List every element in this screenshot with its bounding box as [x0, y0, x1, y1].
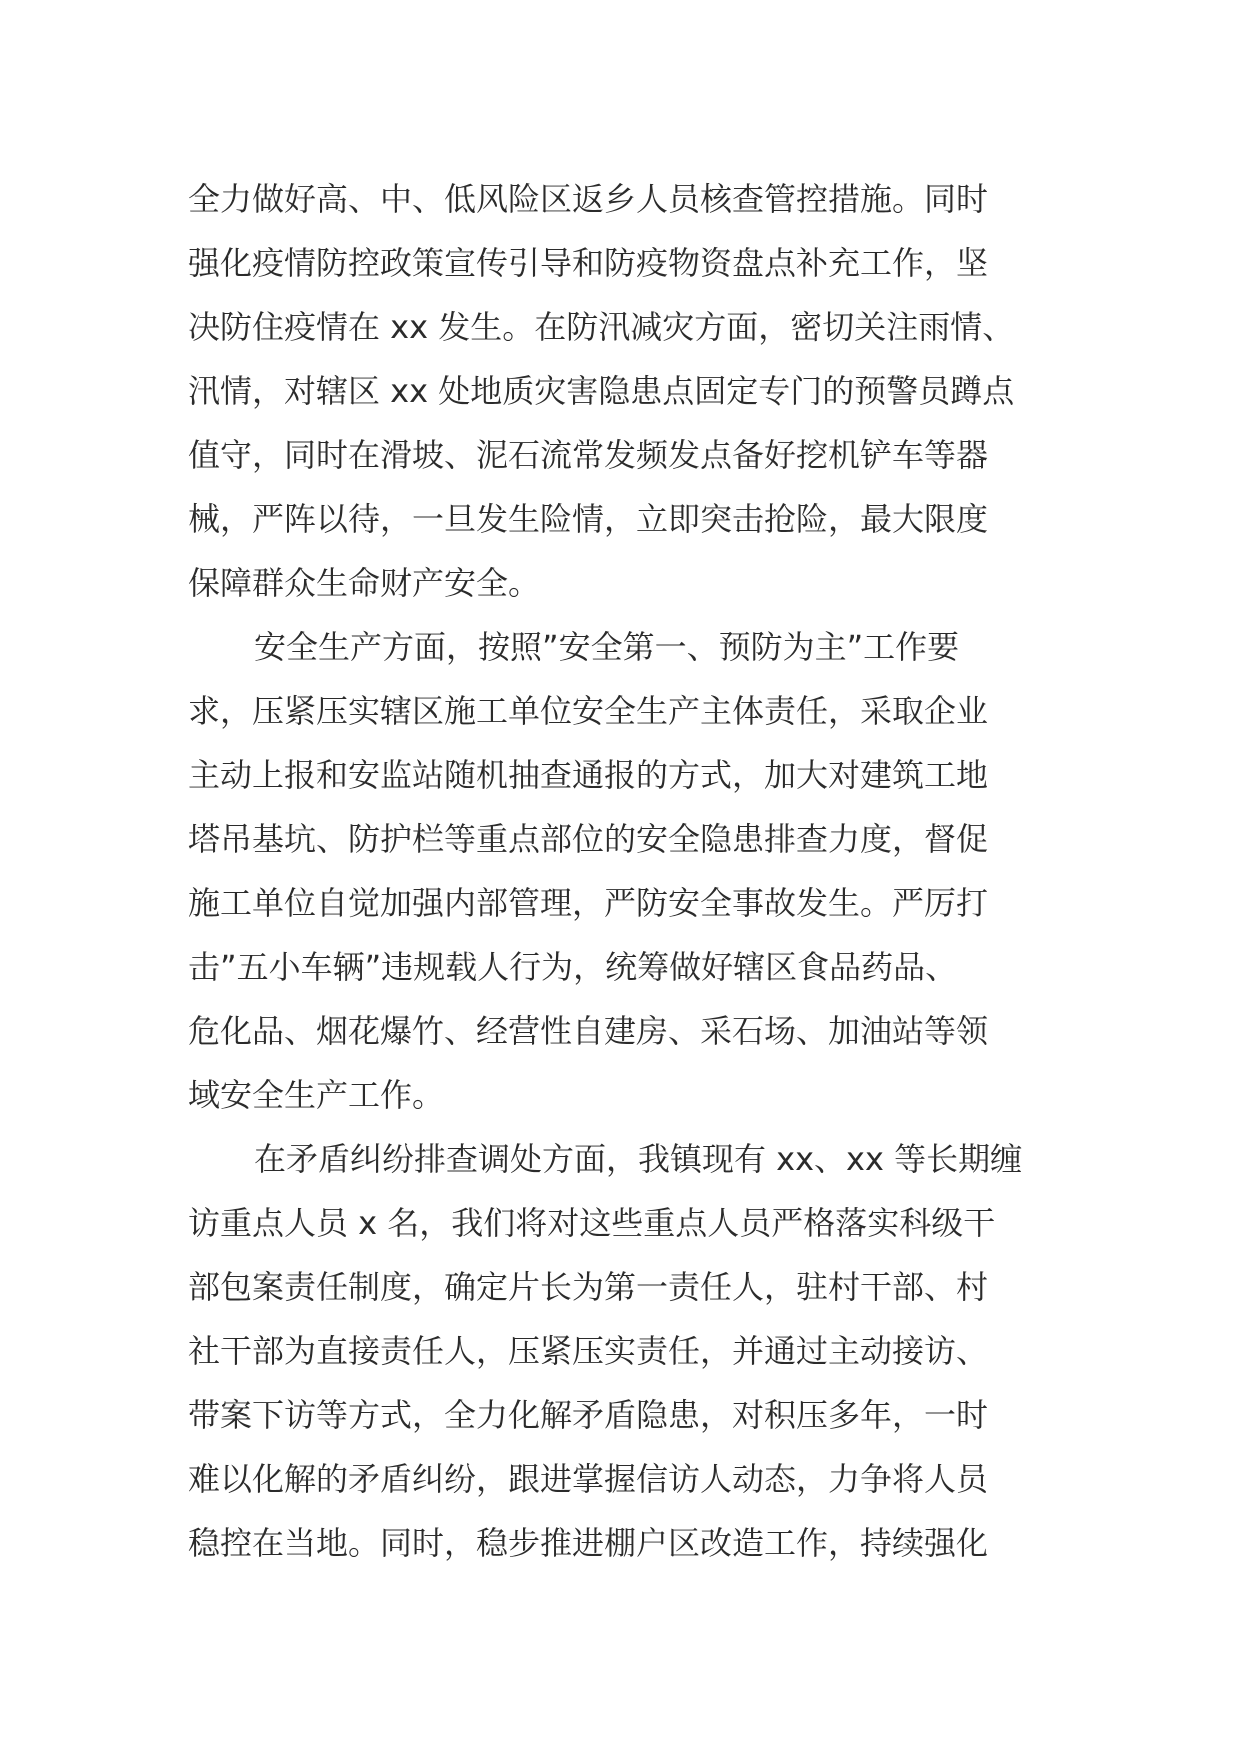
text-line: 带案下访等方式，全力化解矛盾隐患，对积压多年，一时 [188, 1396, 989, 1434]
text-line: 部包案责任制度，确定片长为第一责任人，驻村干部、村 [188, 1268, 989, 1306]
text-line: 击”五小车辆”违规载人行为，统筹做好辖区食品药品、 [188, 948, 958, 986]
paragraph-dispute-resolution [188, 1127, 1058, 1575]
text-line: 社干部为直接责任人，压紧压实责任，并通过主动接访、 [188, 1332, 989, 1370]
text-line: 强化疫情防控政策宣传引导和防疫物资盘点补充工作，坚 [188, 244, 989, 282]
paragraph-safety-production [188, 615, 1058, 1127]
text-line: 访重点人员 x 名，我们将对这些重点人员严格落实科级干 [188, 1204, 996, 1242]
document-body [188, 167, 1058, 1575]
text-line: 危化品、烟花爆竹、经营性自建房、采石场、加油站等领 [188, 1012, 989, 1050]
text-line: 稳控在当地。同时，稳步推进棚户区改造工作，持续强化 [188, 1524, 989, 1562]
text-line: 域安全生产工作。 [188, 1076, 445, 1114]
text-line: 保障群众生命财产安全。 [188, 564, 541, 602]
paragraph-epidemic-flood [188, 167, 1058, 615]
text-line: 主动上报和安监站随机抽查通报的方式，加大对建筑工地 [188, 756, 989, 794]
text-line: 决防住疫情在 xx 发生。在防汛减灾方面，密切关注雨情、 [188, 308, 1015, 346]
text-line: 塔吊基坑、防护栏等重点部位的安全隐患排查力度，督促 [188, 820, 989, 858]
text-line: 难以化解的矛盾纠纷，跟进掌握信访人动态，力争将人员 [188, 1460, 989, 1498]
text-line: 值守，同时在滑坡、泥石流常发频发点备好挖机铲车等器 [188, 436, 989, 474]
text-line: 械，严阵以待，一旦发生险情，立即突击抢险，最大限度 [188, 500, 989, 538]
text-line: 汛情，对辖区 xx 处地质灾害隐患点固定专门的预警员蹲点 [188, 372, 1015, 410]
text-line: 在矛盾纠纷排查调处方面，我镇现有 xx、xx 等长期缠 [254, 1140, 1023, 1178]
text-line: 求，压紧压实辖区施工单位安全生产主体责任，采取企业 [188, 692, 989, 730]
text-line: 全力做好高、中、低风险区返乡人员核查管控措施。同时 [188, 180, 989, 218]
text-line: 施工单位自觉加强内部管理，严防安全事故发生。严厉打 [188, 884, 989, 922]
text-line: 安全生产方面，按照”安全第一、预防为主”工作要 [254, 628, 960, 666]
